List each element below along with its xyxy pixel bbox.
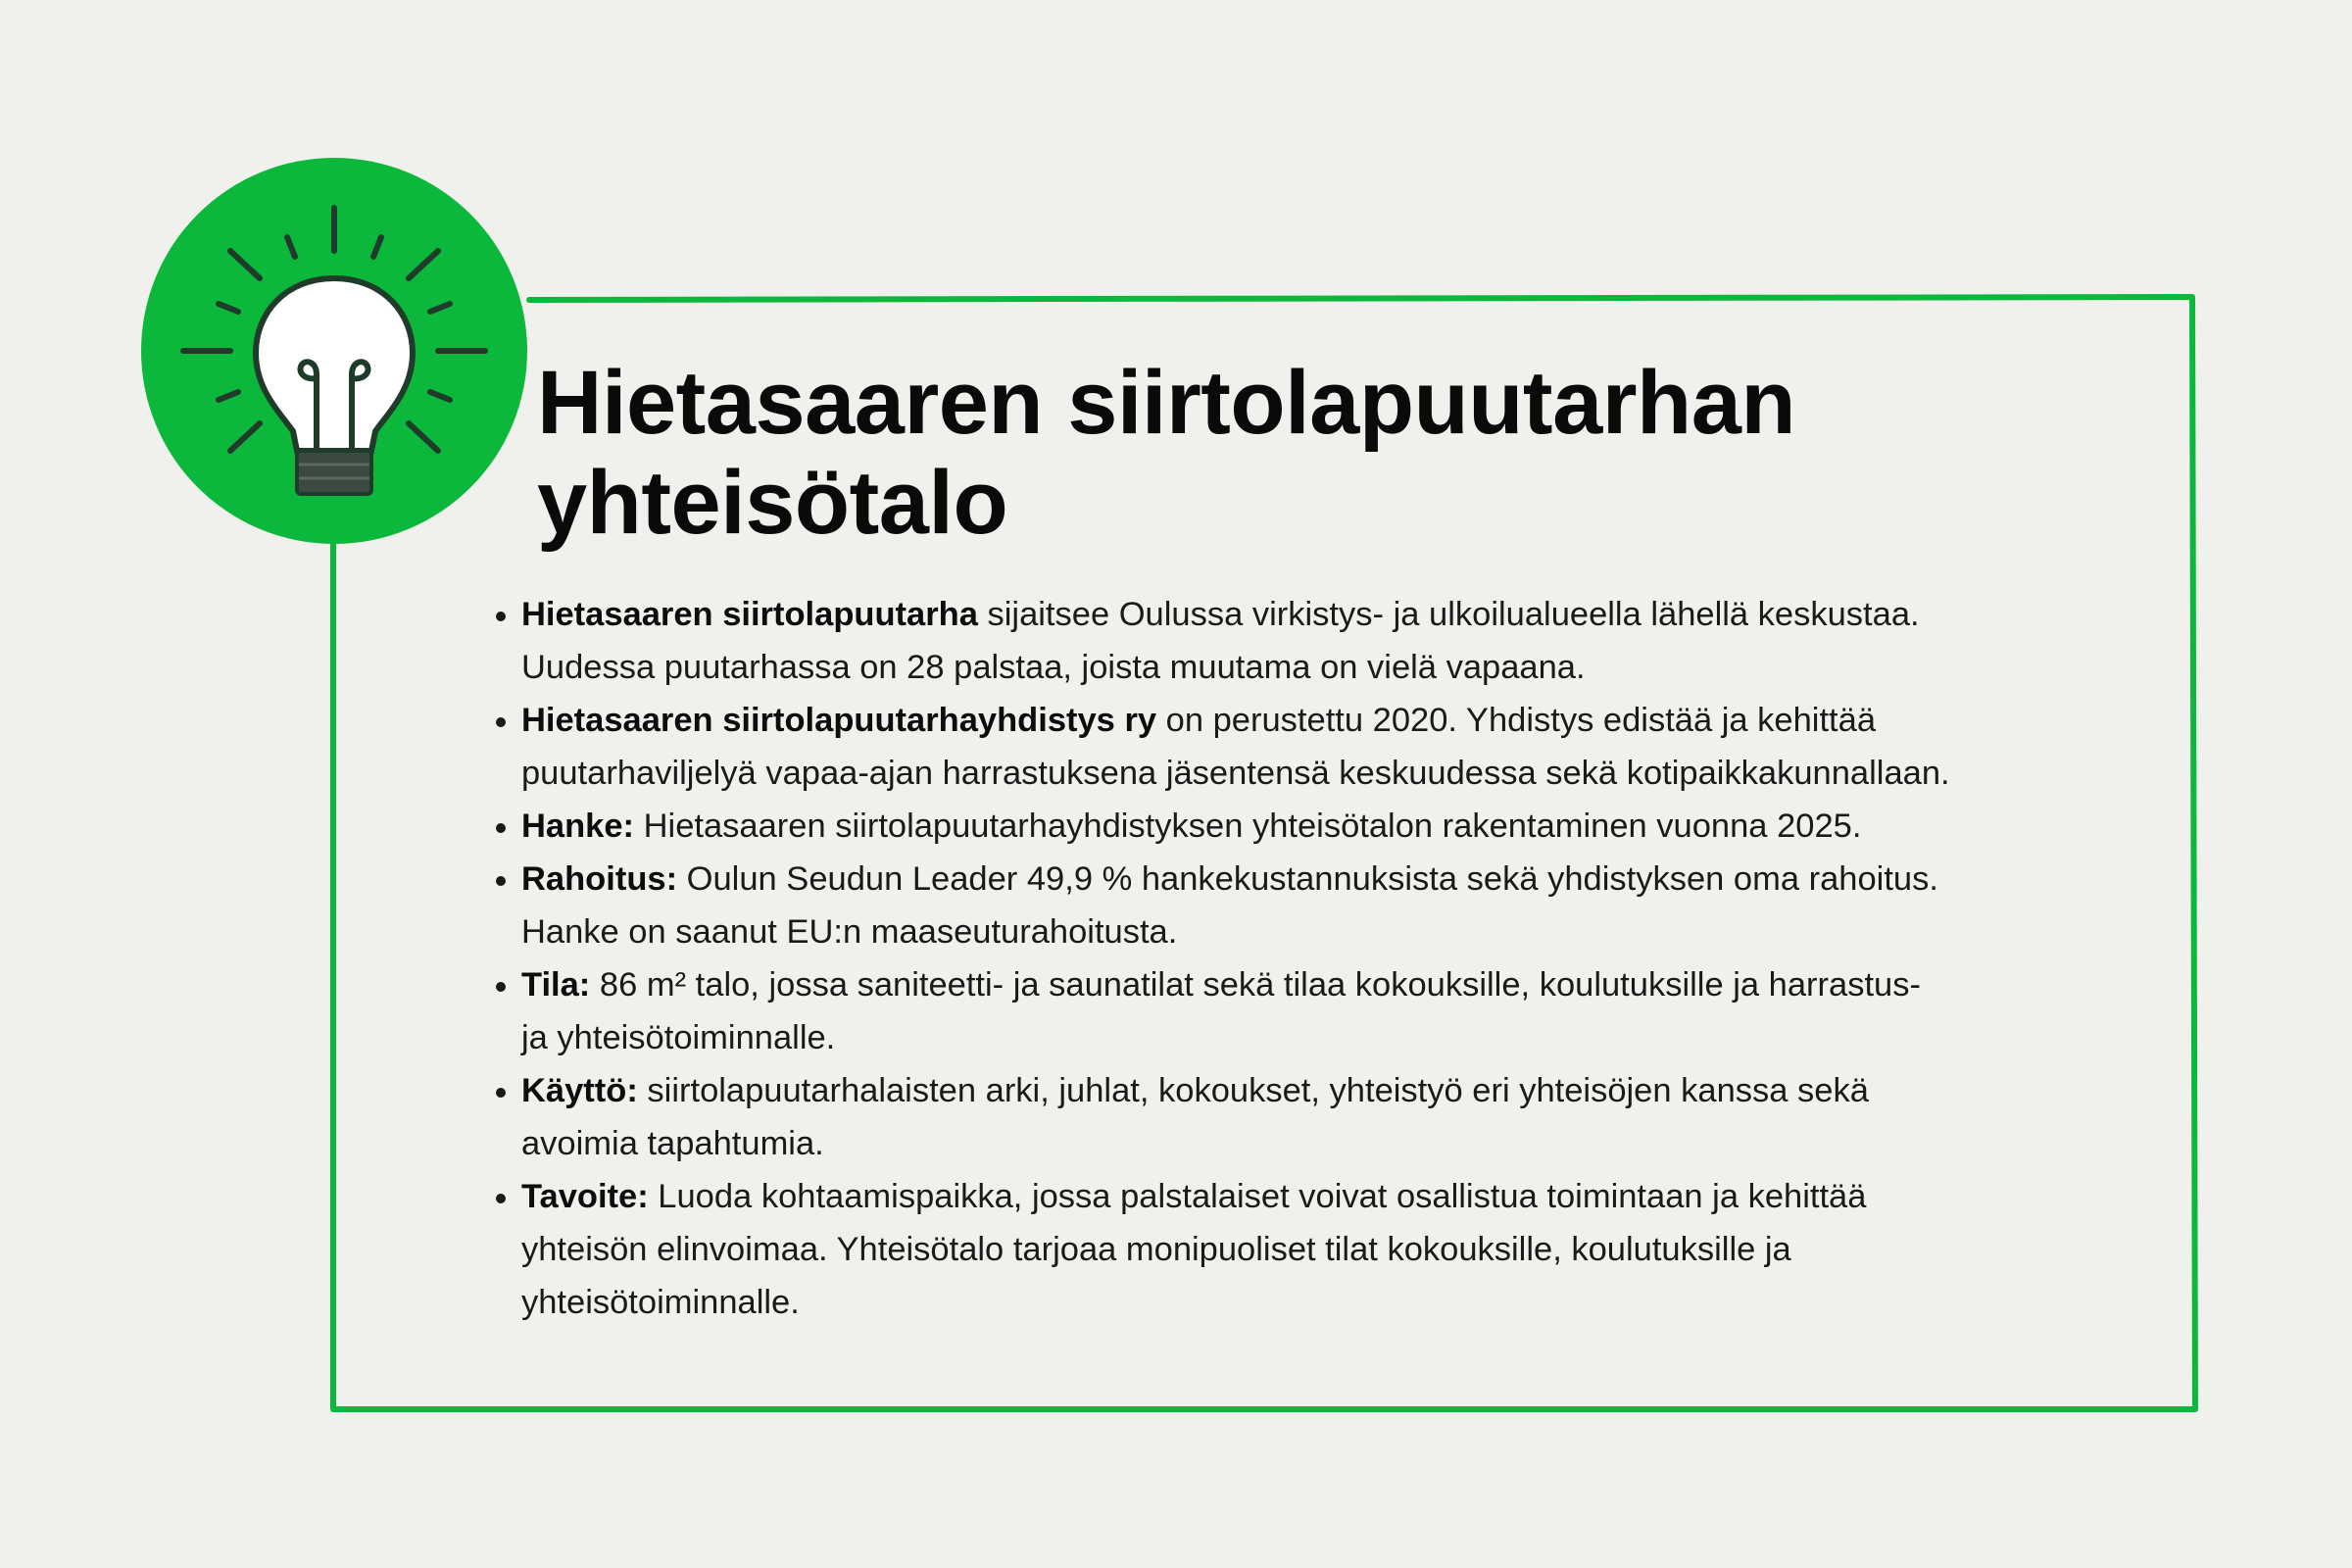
list-item-location [490,588,2166,694]
list-item-project [490,800,2166,853]
list-item-funding [490,853,2166,958]
bullet-text: Hanke on saanut EU:n maaseuturahoitusta. [521,913,1178,951]
title-line-2: yhteisötalo [537,453,1008,553]
bullet-label: Käyttö: [521,1072,638,1109]
bullet-label: Hietasaaren siirtolapuutarhayhdistys ry [521,702,1157,739]
title-line-1: Hietasaaren siirtolapuutarhan [537,353,1796,453]
bullet-label: Hanke: [521,808,635,845]
bullet-dot [496,1194,506,1203]
lightbulb-badge [140,157,528,545]
lightbulb-icon [140,157,528,545]
bullet-text: yhteisötoiminnalle. [521,1284,800,1321]
bullet-dot [496,876,506,886]
bullet-text: ja yhteisötoiminnalle. [521,1019,836,1056]
list-item-space [490,958,2166,1064]
list-item-goal [490,1170,2166,1329]
bullet-text: avoimia tapahtumia. [521,1125,824,1162]
bullet-dot [496,717,506,727]
list-item-usage [490,1064,2166,1170]
bullet-text: Oulun Seudun Leader 49,9 % hankekustannuksista sekä yhdistyksen oma rahoitus. [677,860,1938,898]
bullet-label: Tavoite: [521,1178,649,1215]
bullet-text: yhteisön elinvoimaa. Yhteisötalo tarjoaa monipuoliset tilat kokouksille, koulutuksille ja [521,1231,1791,1268]
bullet-text: Hietasaaren siirtolapuutarhayhdistyksen yhteisötalon rakentaminen vuonna 2025. [634,808,1862,845]
bullet-label: Tila: [521,966,591,1004]
bullet-text: siirtolapuutarhalaisten arki, juhlat, kokoukset, yhteistyö eri yhteisöjen kanssa sekä [637,1072,1869,1109]
bullet-text: 86 m² talo, jossa saniteetti- ja saunatilat sekä tilaa kokouksille, koulutuksille ja harrastus- [590,966,1921,1004]
bullet-text: Uudessa puutarhassa on 28 palstaa, joista muutama on vielä vapaana. [521,649,1586,686]
bullet-dot [496,1088,506,1098]
bullet-text: on perustettu 2020. Yhdistys edistää ja kehittää [1156,702,1877,739]
bullet-text: puutarhaviljelyä vapaa-ajan harrastuksena jäsentensä keskuudessa sekä kotipaikkakunnallaan. [521,755,1950,792]
bullet-text: Luoda kohtaamispaikka, jossa palstalaiset voivat osallistua toimintaan ja kehittää [648,1178,1867,1215]
page-title [537,353,2105,553]
list-item-association [490,694,2166,800]
bullet-text: sijaitsee Oulussa virkistys- ja ulkoilualueella lähellä keskustaa. [977,596,1920,633]
bullet-label: Hietasaaren siirtolapuutarha [521,596,978,633]
info-list [490,588,2166,1329]
bullet-label: Rahoitus: [521,860,678,898]
bullet-dot [496,612,506,621]
bullet-dot [496,823,506,833]
bullet-dot [496,982,506,992]
